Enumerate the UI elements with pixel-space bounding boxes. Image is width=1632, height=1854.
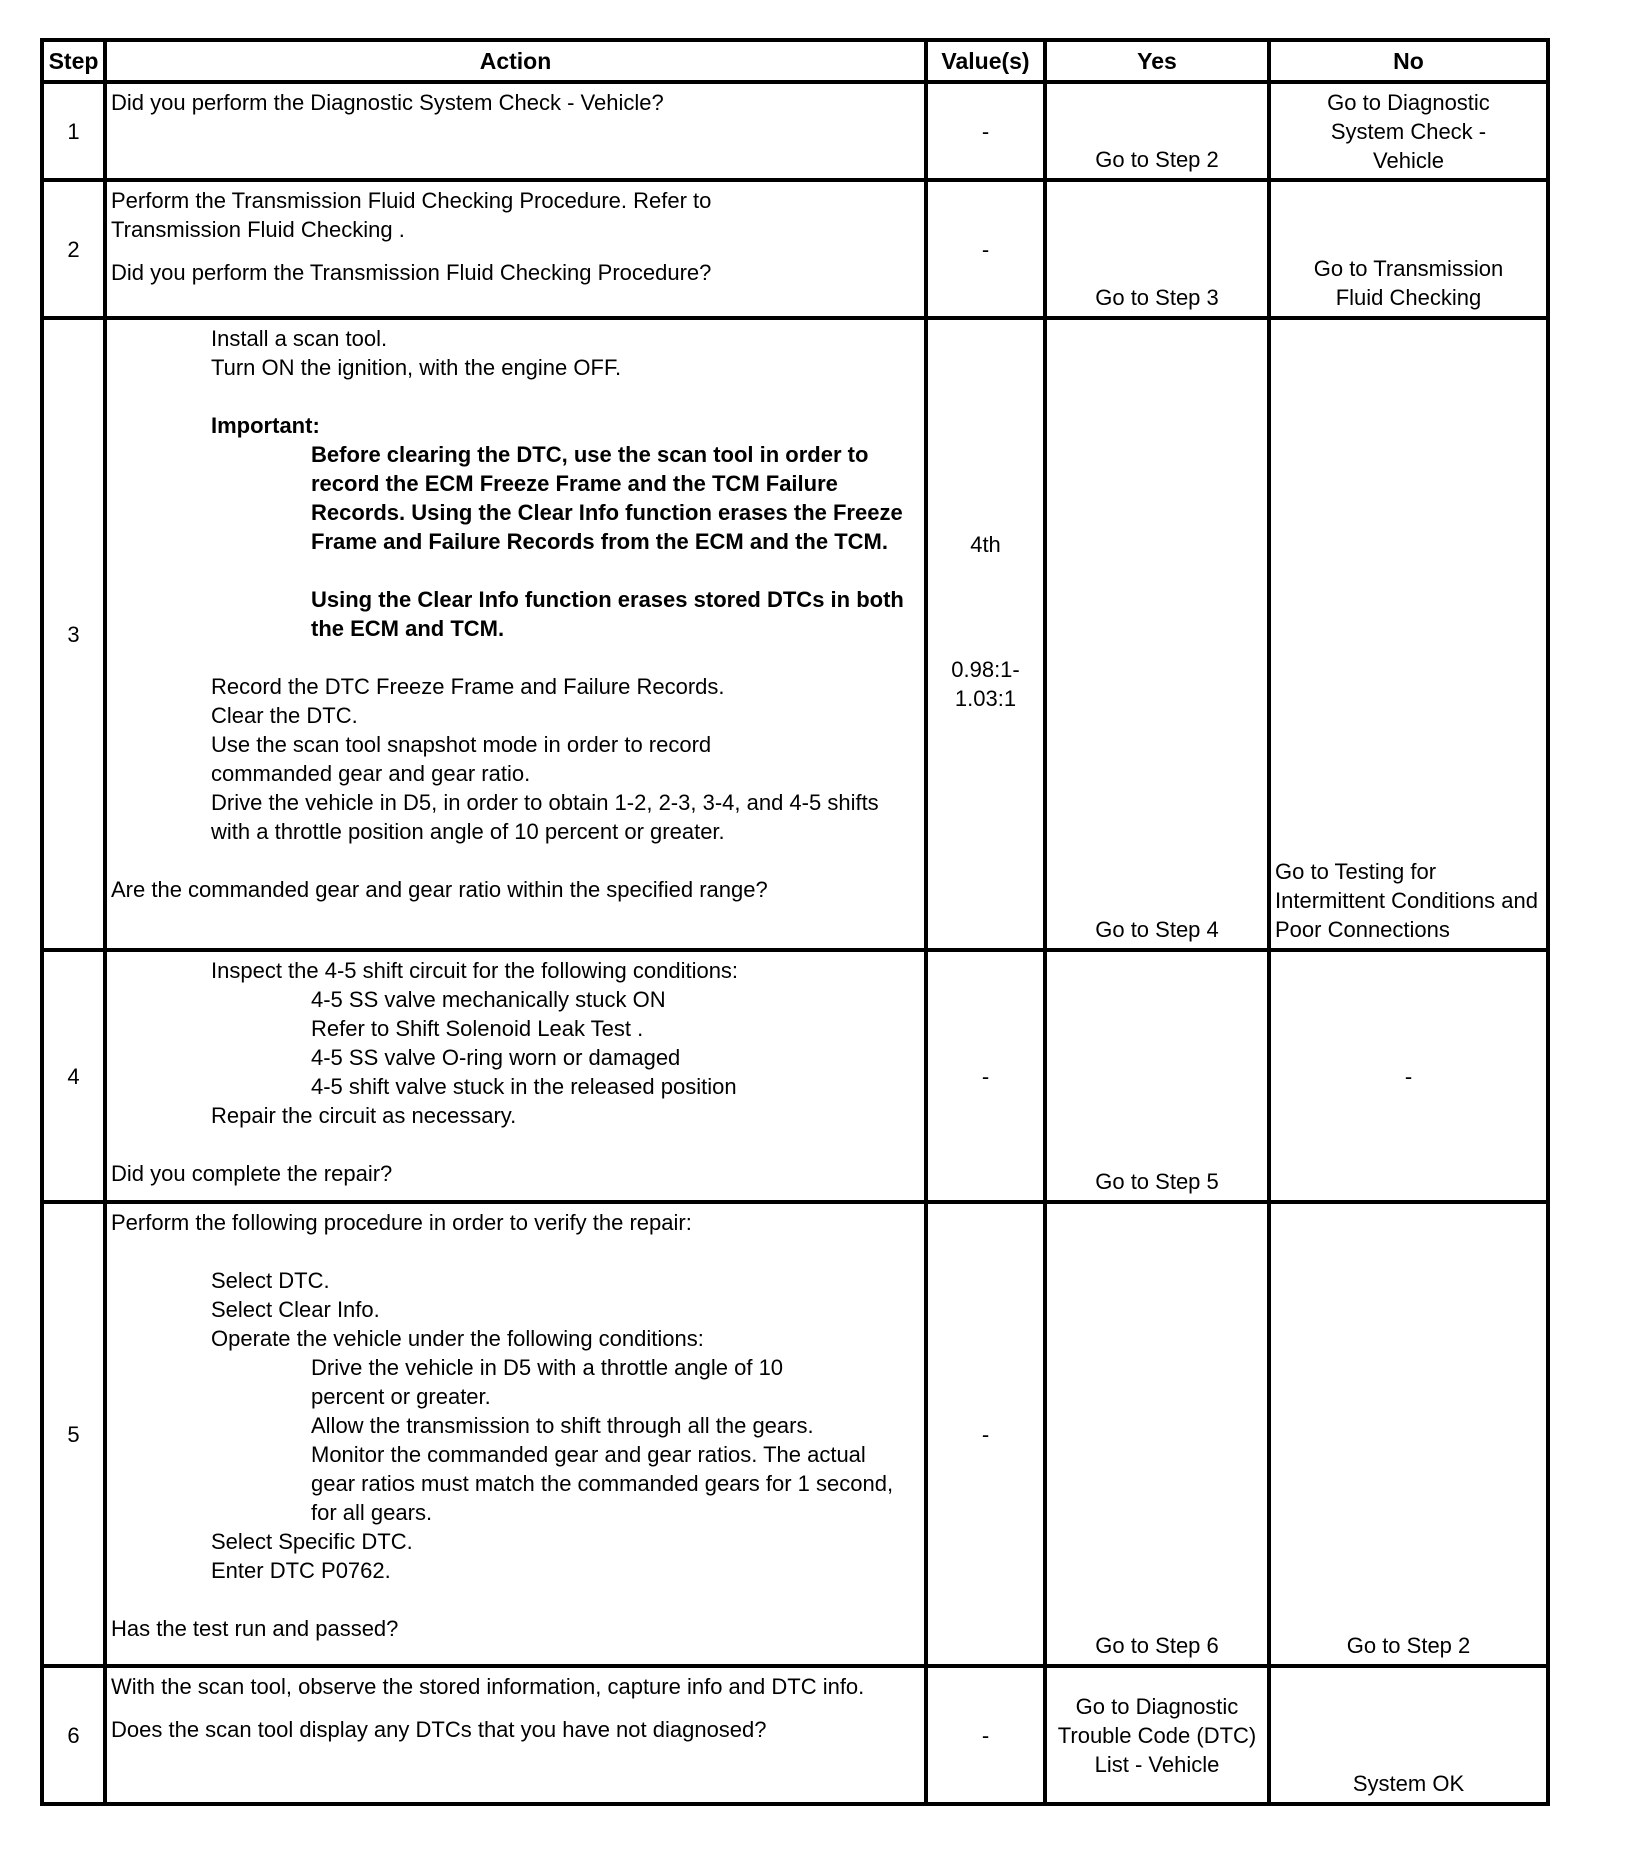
action-text: Perform the Transmission Fluid Checking Procedure. Refer to Transmission Fluid Checking . bbox=[111, 188, 712, 242]
action-question: Has the test run and passed? bbox=[111, 1616, 399, 1641]
condition-item: Monitor the commanded gear and gear ratios. The actual gear ratios must match the commanded gears for 1 second, for all gears. bbox=[311, 1442, 894, 1525]
value-cell: - bbox=[926, 1202, 1045, 1666]
condition-item: Drive the vehicle in D5 with a throttle angle of 10 percent or greater. bbox=[311, 1355, 784, 1409]
action-cell bbox=[105, 180, 926, 318]
header-yes: Yes bbox=[1045, 40, 1269, 82]
header-values: Value(s) bbox=[926, 40, 1045, 82]
diagnostic-table bbox=[40, 38, 1550, 1806]
yes-cell: Go to Step 3 bbox=[1045, 180, 1269, 318]
important-note: Using the Clear Info function erases stored DTCs in both the ECM and TCM. bbox=[311, 587, 904, 641]
table-row-step-1 bbox=[42, 82, 1548, 180]
value-cell bbox=[926, 318, 1045, 950]
action-intro: Perform the following procedure in order to verify the repair: bbox=[111, 1210, 692, 1235]
no-text: Go to Transmission Fluid Checking bbox=[1313, 256, 1504, 310]
action-step: Select Clear Info. bbox=[211, 1297, 380, 1322]
table-row-step-3 bbox=[42, 318, 1548, 950]
action-cell bbox=[105, 318, 926, 950]
action-step: Select Specific DTC. bbox=[211, 1529, 413, 1554]
action-step: Repair the circuit as necessary. bbox=[211, 1103, 517, 1128]
action-cell bbox=[105, 950, 926, 1202]
action-cell bbox=[105, 82, 926, 180]
table-row-step-6 bbox=[42, 1666, 1548, 1804]
action-step: Select DTC. bbox=[211, 1268, 330, 1293]
action-step: Turn ON the ignition, with the engine OFF. bbox=[211, 355, 622, 380]
table-row-step-5 bbox=[42, 1202, 1548, 1666]
action-step: Inspect the 4-5 shift circuit for the following conditions: bbox=[211, 958, 739, 983]
value-commanded-gear: 4th bbox=[970, 532, 1001, 557]
step-number: 1 bbox=[42, 82, 105, 180]
yes-cell: Go to Step 4 bbox=[1045, 318, 1269, 950]
no-cell: System OK bbox=[1269, 1666, 1548, 1804]
yes-cell: Go to Step 5 bbox=[1045, 950, 1269, 1202]
header-action: Action bbox=[105, 40, 926, 82]
action-step: Clear the DTC. bbox=[211, 703, 358, 728]
step-number: 2 bbox=[42, 180, 105, 318]
action-step: Drive the vehicle in D5, in order to obtain 1-2, 2-3, 3-4, and 4-5 shifts with a throttle position angle of 10 percent or greater. bbox=[211, 790, 879, 844]
yes-text: Go to Diagnostic Trouble Code (DTC) List - Vehicle bbox=[1057, 1693, 1257, 1777]
no-cell bbox=[1269, 82, 1548, 180]
condition-item: Refer to Shift Solenoid Leak Test . bbox=[311, 1016, 644, 1041]
condition-item: 4-5 SS valve mechanically stuck ON bbox=[311, 987, 666, 1012]
action-question: Did you perform the Diagnostic System Check - Vehicle? bbox=[111, 90, 664, 115]
action-step: Install a scan tool. bbox=[211, 326, 388, 351]
table-row-step-2 bbox=[42, 180, 1548, 318]
condition-item: Allow the transmission to shift through all the gears. bbox=[311, 1413, 814, 1438]
no-cell: Go to Testing for Intermittent Conditions and Poor Connections bbox=[1269, 318, 1548, 950]
table-row-step-4 bbox=[42, 950, 1548, 1202]
action-cell bbox=[105, 1666, 926, 1804]
action-step: Use the scan tool snapshot mode in order to record commanded gear and gear ratio. bbox=[211, 732, 712, 786]
action-question: Did you perform the Transmission Fluid Checking Procedure? bbox=[111, 260, 712, 285]
action-step: Record the DTC Freeze Frame and Failure Records. bbox=[211, 674, 725, 699]
header-no: No bbox=[1269, 40, 1548, 82]
action-question: Are the commanded gear and gear ratio within the specified range? bbox=[111, 877, 768, 902]
action-step: Enter DTC P0762. bbox=[211, 1558, 391, 1583]
no-text: Go to Diagnostic System Check - Vehicle bbox=[1327, 89, 1490, 173]
value-cell: - bbox=[926, 180, 1045, 318]
value-cell: - bbox=[926, 82, 1045, 180]
action-text: With the scan tool, observe the stored information, capture info and DTC info. bbox=[111, 1674, 865, 1699]
condition-item: 4-5 shift valve stuck in the released position bbox=[311, 1074, 737, 1099]
yes-cell bbox=[1045, 1666, 1269, 1804]
action-step: Operate the vehicle under the following conditions: bbox=[211, 1326, 704, 1351]
header-step: Step bbox=[42, 40, 105, 82]
step-number: 3 bbox=[42, 318, 105, 950]
action-cell bbox=[105, 1202, 926, 1666]
condition-item: 4-5 SS valve O-ring worn or damaged bbox=[311, 1045, 681, 1070]
important-label: Important: bbox=[211, 413, 320, 438]
step-number: 5 bbox=[42, 1202, 105, 1666]
action-question: Did you complete the repair? bbox=[111, 1161, 393, 1186]
no-cell: - bbox=[1269, 950, 1548, 1202]
no-cell bbox=[1269, 180, 1548, 318]
value-cell: - bbox=[926, 1666, 1045, 1804]
value-cell: - bbox=[926, 950, 1045, 1202]
step-number: 6 bbox=[42, 1666, 105, 1804]
important-note: Before clearing the DTC, use the scan tool in order to record the ECM Freeze Frame and the TCM Failure Records. Using the Clear Info function erases the Freeze Frame and Failure Records from the ECM and the TCM. bbox=[311, 442, 903, 554]
value-gear-ratio: 0.98:1-1.03:1 bbox=[951, 657, 1020, 711]
yes-cell: Go to Step 6 bbox=[1045, 1202, 1269, 1666]
header-row bbox=[42, 40, 1548, 82]
no-cell: Go to Step 2 bbox=[1269, 1202, 1548, 1666]
step-number: 4 bbox=[42, 950, 105, 1202]
action-question: Does the scan tool display any DTCs that you have not diagnosed? bbox=[111, 1717, 767, 1742]
yes-cell: Go to Step 2 bbox=[1045, 82, 1269, 180]
